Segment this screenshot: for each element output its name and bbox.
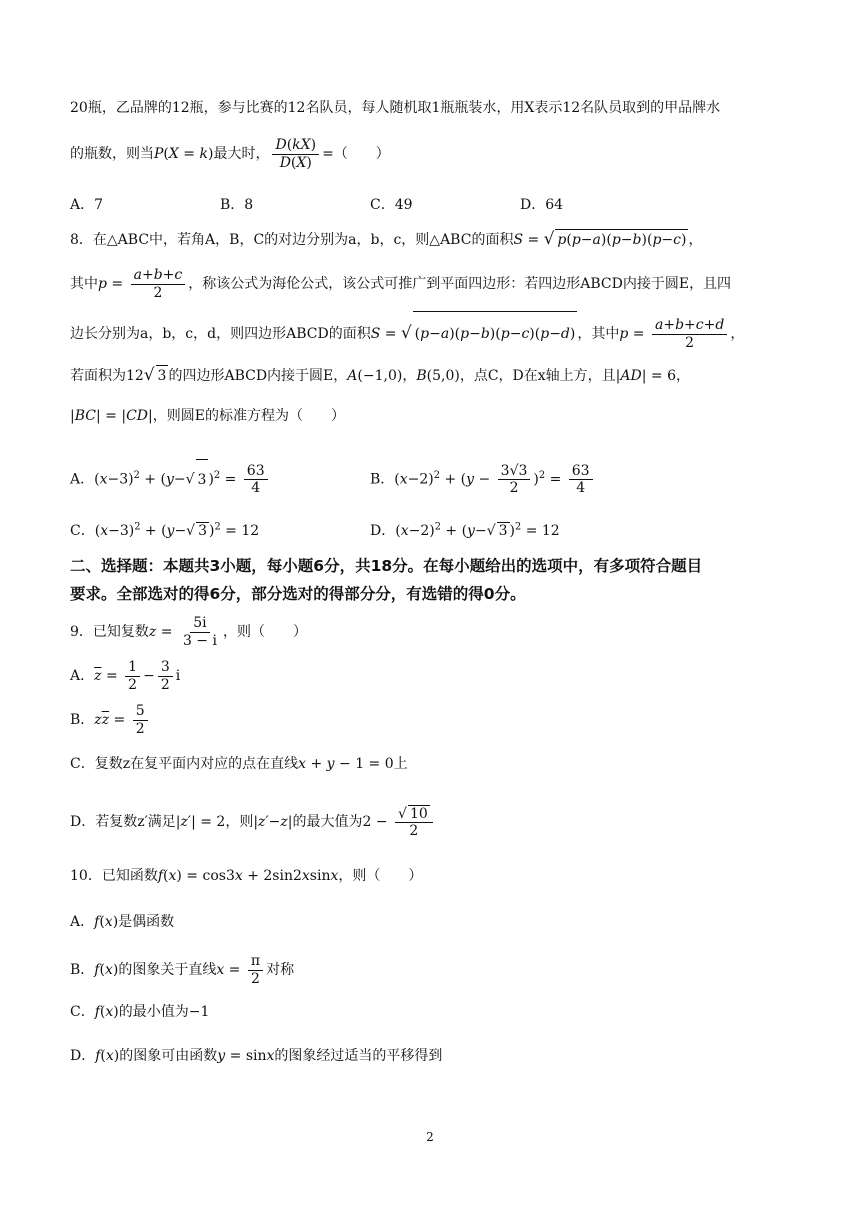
q8-option-d: D．$(x-2)^2 + (y-√$ 3 )$^2$ = 12 [370, 521, 560, 539]
q10-stem: 10．已知函数f(x) = cos3x + 2sin2xsinx，则（ ） [70, 868, 423, 884]
q7-option-d: D．64 [520, 197, 564, 213]
q9-option-a: A．$\overline{z}$ = $\frac{1}{2}$ − $\frac{3}{2}$ i [70, 659, 181, 693]
q7-option-a: A．7 [70, 197, 104, 213]
q8-option-a: A．$(x-3)^2 + (y-√$ 3 )$^2$ = $\frac{63}{4}$ [70, 456, 271, 500]
q9-option-d: D．若复数z′满足|z′| = 2，则|z′−z|的最大值为2 − $\frac{√ 10}{2}$ [70, 800, 436, 844]
q10-option-b: B．f(x)的图象关于直线x = $\frac{\pi}{2}$ 对称 [70, 953, 295, 987]
q10-option-d: D．f(x)的图象可由函数y = sinx的图象经过适当的平移得到 [70, 1048, 443, 1064]
q8-line3: 边长分别为a，b，c，d，则四边形ABCD的面积S = √ (p−a)(p−b)(p−c)(p−d) ，其中p = $\frac{a+b+c+d}{2}$ ， [70, 310, 744, 356]
q10-option-a: A．f(x)是偶函数 [70, 914, 175, 930]
q9-option-c: C．复数z在复平面内对应的点在直线x + y − 1 = 0上 [70, 756, 408, 772]
page-number: 2 [426, 1130, 434, 1144]
q7-option-b: B．8 [220, 197, 254, 213]
q8-option-c: C．$(x-3)^2 + (y-√$ 3 )$^2$ = 12 [70, 521, 260, 539]
section-heading-line1: 二、选择题：本题共3小题，每小题6分，共18分。在每小题给出的选项中，有多项符合题目 [70, 557, 703, 575]
q8-line1: 8．在△ABC中，若角A，B，C的对边分别为a，b，c，则△ABC的面积S = √ p(p−a)(p−b)(p−c) ， [70, 228, 703, 248]
q8-line2: 其中p = $\frac{a+b+c}{2}$ ，称该公式为海伦公式，该公式可推广到平面四边形：若四边形ABCD内接于圆E，且四 [70, 267, 732, 301]
q9-option-b: B．$z\overline{z}$ = $\frac{5}{2}$ [70, 700, 151, 740]
section-heading-line2: 要求。全部选对的得6分，部分选对的得部分分，有选错的得0分。 [70, 585, 526, 603]
q7-line2: 的瓶数，则当P(X = k)最大时， $\frac{D(kX)}{D(X)}$ =（ ） [70, 137, 390, 171]
q8-line4: 若面积为12√ 3 的四边形ABCD内接于圆E，A(−1,0)，B(5,0)，点C，D在x轴上方，且|AD| = 6， [70, 364, 690, 384]
q10-option-c: C．f(x)的最小值为−1 [70, 1004, 210, 1020]
q7-option-c: C．49 [370, 197, 413, 213]
q7-line1: 20瓶，乙品牌的12瓶，参与比赛的12名队员，每人随机取1瓶瓶装水，用X表示12名队员取到的甲品牌水 [70, 100, 721, 116]
q8-line5: |BC| = |CD|，则圆E的标准方程为（ ） [70, 408, 345, 424]
q9-stem: 9．已知复数z = $\frac{5i}{3 - i}$ ，则（ ） [70, 615, 307, 649]
q8-option-b: B．$(x-2)^2 + (y$ − $\frac{3√3}{2}$ )$^2$ = $\frac{63}{4}$ [370, 456, 596, 500]
